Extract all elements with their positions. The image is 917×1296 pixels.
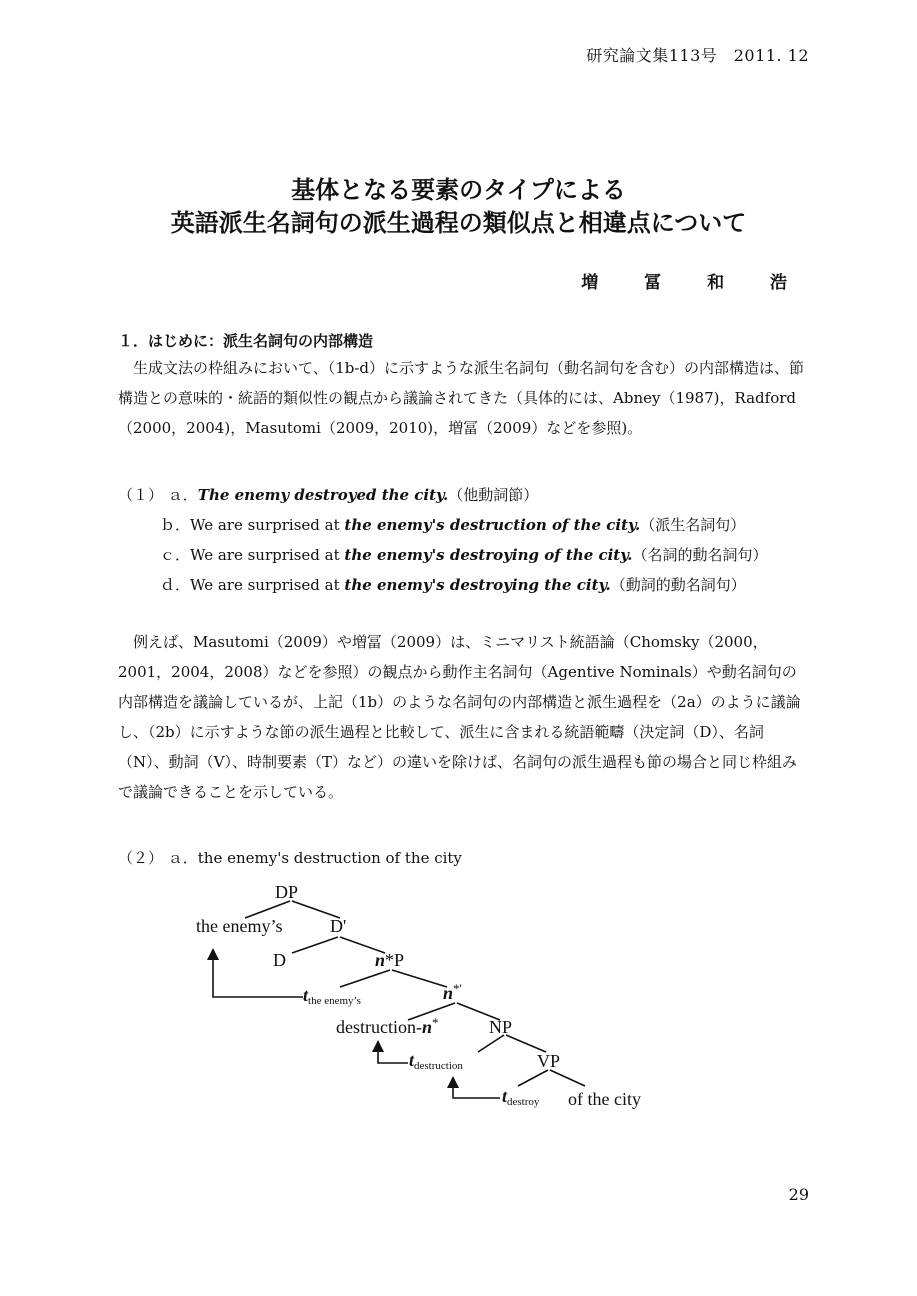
author-name: 増 冨 和 浩 (581, 273, 807, 293)
title-line-1: 基体となる要素のタイプによる (291, 175, 626, 204)
journal-header: 研究論文集113号 2011. 12 (586, 46, 809, 65)
section-heading: １．はじめに：派生名詞句の内部構造 (118, 332, 374, 350)
tree-branch (478, 1035, 504, 1052)
node-trace-destruction: tdestruction (409, 1050, 463, 1072)
node-destruction-nstar: destruction-n* (336, 1015, 439, 1037)
node-spec-the-enemys: the enemy’s (196, 916, 283, 936)
movement-arrow-line (453, 1086, 500, 1098)
paragraph-2: 例えば、Masutomi（2009）や増冨（2009）は、ミニマリスト統語論（Chomsky（2000，2001，2004，2008）などを参照）の観点から動作主名詞句（Agentive Nominals）や動名詞句の内部構造を議論しているが、上記（1b）のような名詞句の内部構造と派生過程を（2a）のように議論し、（2b）に示すような節の派生過程と比較して、派生に含まれる統語範疇（決定詞（D）、名詞（N）、動詞（V）、時制要素（T）など）の違いを除けば、名詞句の派生過程も節の場合と同じ枠組みで議論できることを示している。 (118, 633, 801, 801)
example-1a-gloss: （他動詞節） (448, 486, 539, 504)
example-1c-gloss: （名詞的動名詞句） (632, 546, 768, 564)
arrowhead-icon (372, 1040, 384, 1052)
page-number: 29 (788, 1185, 809, 1204)
node-nstar-bar: n*' (443, 981, 462, 1003)
example-1b-gloss: （派生名詞句） (640, 516, 746, 534)
tree-branch (506, 1035, 546, 1052)
movement-arrow-line (213, 958, 303, 997)
example-1b-plain: We are surprised at (190, 516, 345, 534)
arrowhead-icon (447, 1076, 459, 1088)
paragraph-1: 生成文法の枠組みにおいて、（1b-d）に示すような派生名詞句（動名詞句を含む）の内部構造は、節構造との意味的・統語的類似性の観点から議論されてきた（具体的には、Abney（1987)，Radford（2000，2004)，Masutomi（2009，2010)，増冨（2009）などを参照)。 (118, 359, 805, 437)
tree-branch (340, 970, 390, 987)
example-1d-gloss: （動詞的動名詞句） (610, 576, 746, 594)
node-d: D (273, 950, 286, 970)
tree-branch (292, 937, 338, 953)
title-line-2: 英語派生名詞句の派生過程の類似点と相違点について (170, 208, 747, 237)
node-dp: DP (275, 882, 299, 902)
example-1c-text: the enemy's destroying of the city. (344, 546, 633, 564)
example-1d-label: ｄ． (160, 576, 191, 594)
node-of-the-city: of the city (568, 1089, 641, 1109)
example-1a-text: The enemy destroyed the city. (197, 486, 449, 504)
arrowhead-icon (207, 948, 219, 960)
example-1b-text: the enemy's destruction of the city. (344, 516, 641, 534)
node-d-bar: D' (330, 916, 347, 936)
tree-branch (518, 1070, 548, 1086)
example-1a-label: （１） ａ． (118, 486, 198, 504)
example-1b-label: ｂ． (160, 516, 191, 534)
tree-branch (392, 970, 447, 987)
node-trace-the-enemys: tthe enemy’s (303, 985, 361, 1007)
node-vp: VP (537, 1051, 561, 1071)
node-np: NP (489, 1017, 513, 1037)
example-1d-plain: We are surprised at (190, 576, 345, 594)
example-1d-text: the enemy's destroying the city. (344, 576, 611, 594)
node-nstar-p: n*P (375, 950, 405, 970)
example-2a-label: （２） ａ．the enemy's destruction of the city (118, 849, 462, 867)
example-1c-plain: We are surprised at (190, 546, 345, 564)
example-1c-label: ｃ． (160, 546, 191, 564)
tree-branch (550, 1070, 585, 1086)
node-trace-destroy: tdestroy (502, 1086, 540, 1108)
